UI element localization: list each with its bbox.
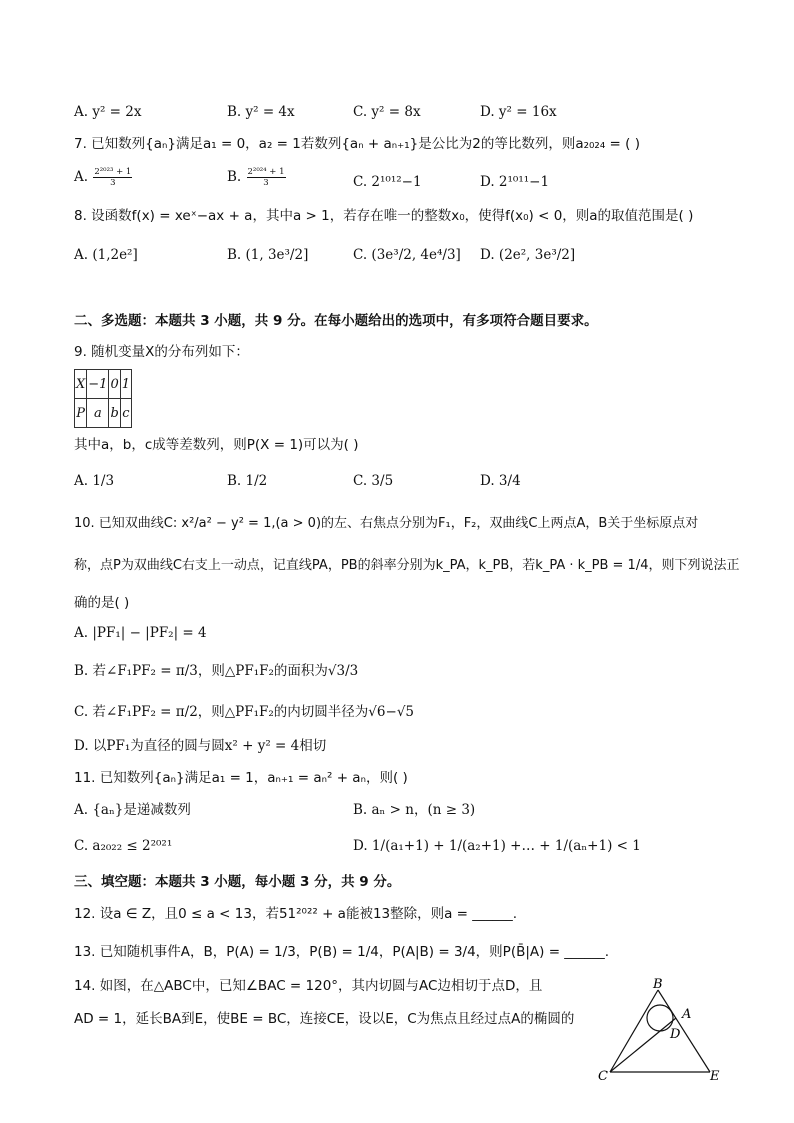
q7-option-a-label: A. [74,169,89,185]
q7-option-b-numerator: 2²⁰²⁴ + 1 [247,167,285,177]
table-cell: a [87,399,109,428]
segment-ca [610,1018,676,1072]
q7-option-b-label: B. [227,169,242,185]
q13-stem: 13. 已知随机事件A，B，P(A) = 1/3，P(B) = 1/4，P(A|B) = 3/4，则P(B̄|A) = ______. [74,944,610,960]
q9-condition: 其中a，b，c成等差数列，则P(X = 1)可以为( ) [74,437,359,453]
distribution-table [74,369,132,428]
q10-option-c: C. 若∠F₁PF₂ = π/2，则△PF₁F₂的内切圆半径为√6−√5 [74,704,415,720]
label-e: E [710,1069,720,1084]
q7-option-c: C. 2¹⁰¹²−1 [353,174,422,190]
q14-line-1: 14. 如图，在△ABC中，已知∠BAC = 120°，其内切圆与AC边相切于点D，且 [74,978,543,994]
q12-stem: 12. 设a ∈ Z，且0 ≤ a < 13，若51²⁰²² + a能被13整除，则a = ______. [74,906,518,922]
q6-option-d: D. y² = 16x [480,104,557,120]
q10-option-d: D. 以PF₁为直径的圆与圆x² + y² = 4相切 [74,738,327,754]
q8-option-b: B. (1, 3e³/2] [227,247,309,263]
triangle-figure [590,972,730,1087]
table-cell: b [109,399,120,428]
table-cell: 0 [109,370,120,399]
q11-option-d: D. 1/(a₁+1) + 1/(a₂+1) +… + 1/(aₙ+1) < 1 [353,838,641,854]
q7-option-a [74,167,133,188]
q9-option-d: D. 3/4 [480,473,521,489]
q6-option-c: C. y² = 8x [353,104,421,120]
q9-option-b: B. 1/2 [227,473,268,489]
table-cell: P [75,399,87,428]
q9-stem: 9. 随机变量X的分布列如下： [74,344,249,360]
table-cell: 1 [120,370,131,399]
label-a: A [682,1007,692,1022]
side-bc [610,990,658,1072]
table-row [75,370,132,399]
table-cell: X [75,370,87,399]
q9-option-c: C. 3/5 [353,473,394,489]
q7-option-b [227,167,287,188]
q14-line-2: AD = 1，延长BA到E，使BE = BC，连接CE，设以E，C为焦点且经过点A的椭圆的 [74,1011,575,1027]
section-2-heading: 二、多选题：本题共 3 小题，共 9 分。在每小题给出的选项中，有多项符合题目要求。 [74,313,598,329]
q7-option-b-denominator: 3 [263,178,269,188]
table-cell: c [120,399,131,428]
q6-option-a: A. y² = 2x [74,104,142,120]
q8-option-d: D. (2e², 3e³/2] [480,247,576,263]
q10-line-2: 称，点P为双曲线C右支上一动点，记直线PA，PB的斜率分别为k_PA，k_PB，若k_PA · k_PB = 1/4，则下列说法正 [74,558,740,573]
q9-option-a: A. 1/3 [74,473,115,489]
section-3-heading: 三、填空题：本题共 3 小题，每小题 3 分，共 9 分。 [74,874,401,890]
q7-stem: 7. 已知数列{aₙ}满足a₁ = 0，a₂ = 1若数列{aₙ + aₙ₊₁}是公比为2的等比数列，则a₂₀₂₄ = ( ) [74,136,640,152]
q10-option-b: B. 若∠F₁PF₂ = π/3，则△PF₁F₂的面积为√3/3 [74,663,359,679]
q8-option-a: A. (1,2e²] [74,247,138,263]
q8-option-c: C. (3e³/2, 4e⁴/3] [353,247,461,263]
q10-line-3: 确的是( ) [74,595,130,611]
q11-stem: 11. 已知数列{aₙ}满足a₁ = 1，aₙ₊₁ = aₙ² + aₙ，则( ) [74,770,408,786]
q11-option-c: C. a₂₀₂₂ ≤ 2²⁰²¹ [74,838,173,854]
table-row [75,399,132,428]
q8-stem: 8. 设函数f(x) = xeˣ−ax + a，其中a > 1，若存在唯一的整数x₀，使得f(x₀) < 0，则a的取值范围是( ) [74,208,694,224]
q10-line-1: 10. 已知双曲线C: x²/a² − y² = 1,(a > 0)的左、右焦点分别为F₁，F₂，双曲线C上两点A，B关于坐标原点对 [74,516,699,531]
q7-option-a-denominator: 3 [110,178,116,188]
q6-option-b: B. y² = 4x [227,104,295,120]
label-b: B [653,977,663,992]
side-be [658,990,710,1072]
table-cell: −1 [87,370,109,399]
q11-option-a: A. {aₙ}是递减数列 [74,802,191,818]
q7-option-d: D. 2¹⁰¹¹−1 [480,174,550,190]
q7-option-a-numerator: 2²⁰²³ + 1 [94,167,132,177]
q10-option-a: A. |PF₁| − |PF₂| = 4 [74,625,207,641]
label-c: C [598,1069,608,1084]
q11-option-b: B. aₙ > n，(n ≥ 3) [353,802,476,818]
label-d: D [670,1027,681,1042]
